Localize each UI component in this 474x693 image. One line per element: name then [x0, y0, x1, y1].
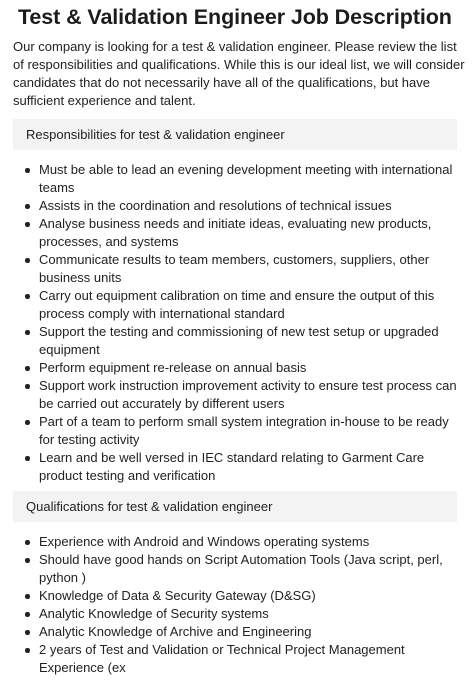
list-item — [13, 413, 463, 449]
list-item-text: Carry out equipment calibration on time and ensure the output of this process comply with international standard — [39, 288, 435, 321]
list-item — [13, 377, 463, 413]
bullet-icon — [25, 294, 30, 299]
list-item — [13, 623, 463, 641]
list-item-text: Part of a team to perform small system integration in-house to be ready for testing activity — [39, 414, 449, 447]
list-item-text: Support the testing and commissioning of new test setup or upgraded equipment — [39, 324, 439, 357]
list-item-text: Analytic Knowledge of Archive and Engineering — [39, 624, 312, 639]
list-item — [13, 587, 463, 605]
list-item — [13, 641, 463, 677]
list-item — [13, 605, 463, 623]
bullet-icon — [25, 384, 30, 389]
bullet-icon — [25, 456, 30, 461]
list-item — [13, 197, 463, 215]
bullet-icon — [25, 204, 30, 209]
bullet-icon — [25, 222, 30, 227]
bullet-icon — [25, 258, 30, 263]
bullet-icon — [25, 330, 30, 335]
list-item-text: Should have good hands on Script Automation Tools (Java script, perl, python ) — [39, 552, 443, 585]
responsibilities-heading: Responsibilities for test & validation engineer — [13, 119, 457, 150]
list-item — [13, 449, 463, 485]
qualifications-heading: Qualifications for test & validation engineer — [13, 491, 457, 522]
list-item-text: Experience with Android and Windows operating systems — [39, 534, 370, 549]
list-item — [13, 251, 463, 287]
bullet-icon — [25, 366, 30, 371]
list-item-text: Learn and be well versed in IEC standard relating to Garment Care product testing and verification — [39, 450, 425, 483]
bullet-icon — [25, 612, 30, 617]
list-item-text: Analytic Knowledge of Security systems — [39, 606, 269, 621]
list-item-text: Must be able to lead an evening development meeting with international teams — [39, 162, 453, 195]
bullet-icon — [25, 630, 30, 635]
list-item-text: Analyse business needs and initiate ideas, evaluating new products, processes, and systems — [39, 216, 432, 249]
list-item — [13, 551, 463, 587]
page-title: Test & Validation Engineer Job Description — [18, 5, 452, 29]
bullet-icon — [25, 648, 30, 653]
responsibilities-list — [13, 161, 463, 485]
list-item — [13, 323, 463, 359]
bullet-icon — [25, 420, 30, 425]
list-item — [13, 533, 463, 551]
list-item-text: Perform equipment re-release on annual basis — [39, 360, 307, 375]
list-item-text: 2 years of Test and Validation or Technical Project Management Experience (ex — [39, 642, 405, 675]
list-item-text: Assists in the coordination and resolutions of technical issues — [39, 198, 392, 213]
list-item-text: Support work instruction improvement activity to ensure test process can be carried out accurately by different users — [39, 378, 457, 411]
list-item — [13, 287, 463, 323]
bullet-icon — [25, 594, 30, 599]
list-item-text: Knowledge of Data & Security Gateway (D&SG) — [39, 588, 316, 603]
list-item — [13, 161, 463, 197]
list-item — [13, 215, 463, 251]
qualifications-list — [13, 533, 463, 677]
list-item — [13, 359, 463, 377]
list-item-text: Communicate results to team members, customers, suppliers, other business units — [39, 252, 430, 285]
bullet-icon — [25, 558, 30, 563]
bullet-icon — [25, 168, 30, 173]
bullet-icon — [25, 540, 30, 545]
intro-paragraph: Our company is looking for a test & validation engineer. Please review the list of responsibilities and qualifications. While this is our ideal list, we will consider candidates that do not necessarily have all of the qualifications, but have sufficient experience and talent. — [13, 39, 465, 108]
